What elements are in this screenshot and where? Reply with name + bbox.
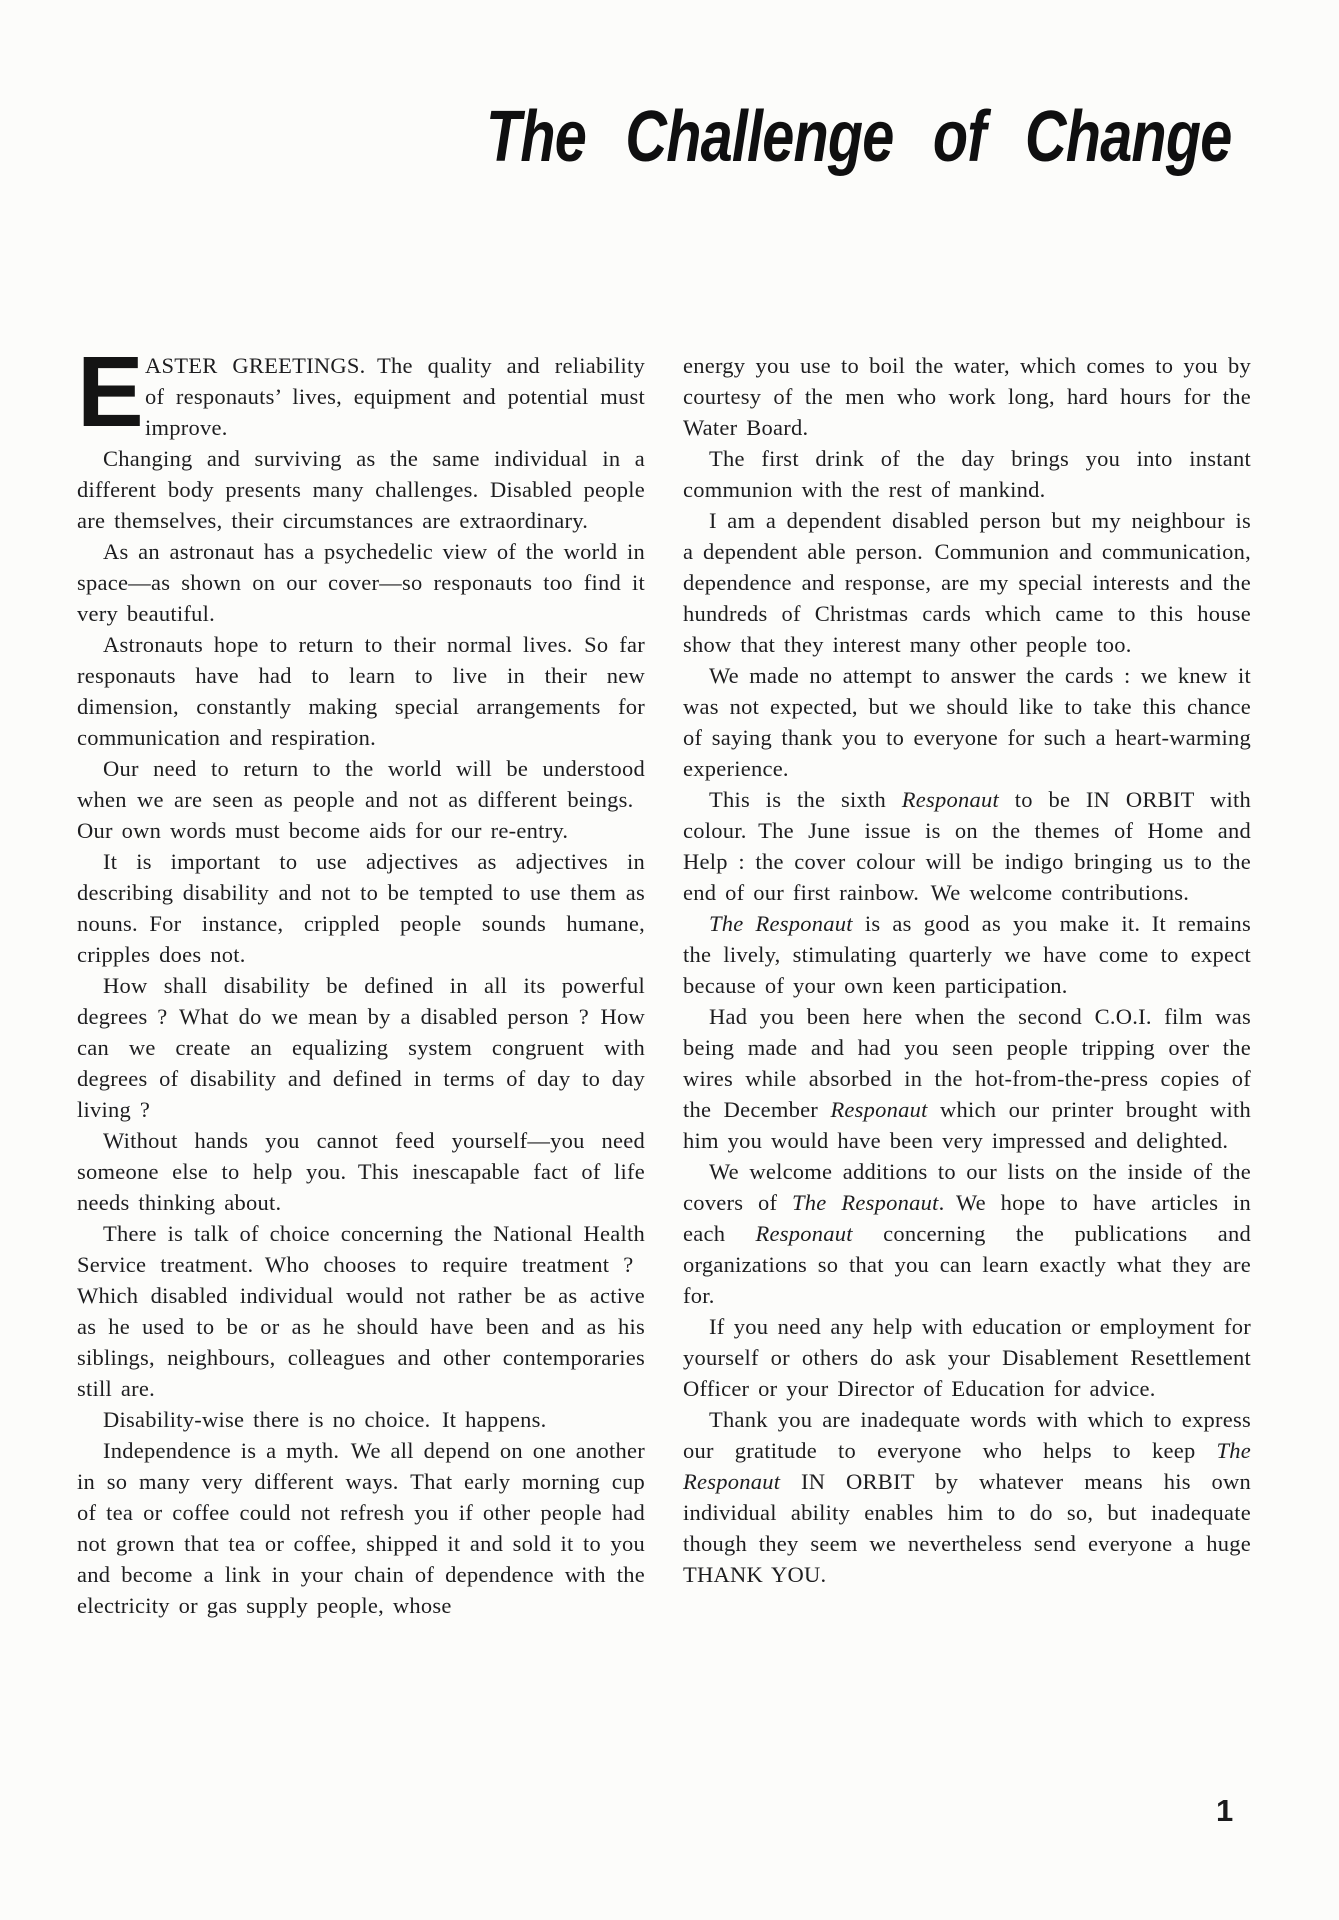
paragraph [683,1001,1251,1156]
text-segment: As an astronaut has a psychedelic view of the world in space—as shown on our cover—so responauts too find it very beautiful. [77,539,645,626]
drop-cap-letter: E [77,336,144,448]
paragraph [683,1311,1251,1404]
italic-text-segment: Responaut [755,1221,853,1246]
text-segment: This is the sixth [709,787,902,812]
text-segment: . We hope to have articles in each [683,1190,1251,1246]
paragraph [77,443,645,536]
text-segment: Without hands you cannot feed yourself—you need someone else to help you. This inescapable fact of life needs thinking about. [77,1128,645,1215]
paragraph [77,1435,645,1621]
text-segment: which our printer brought with him you would have been very impressed and delighted. [683,1097,1252,1153]
text-segment: Astronauts hope to return to their normal lives. So far responauts have had to learn to live in their new dimension, constantly making special arrangements for communication and respiration. [77,632,645,750]
text-segment: Had you been here when the second C.O.I. film was being made and had you seen people tripping over the wires while absorbed in the hot-from-the-press copies of the December [683,1004,1251,1122]
paragraph [683,505,1251,660]
text-segment: Disability-wise there is no choice. It happens. [103,1407,547,1432]
paragraph [77,970,645,1125]
paragraph [683,660,1251,784]
text-segment: ASTER GREETINGS. The quality and reliability of responauts’ lives, equipment and potential must improve. [145,353,645,440]
text-segment: We welcome additions to our lists on the inside of the covers of [683,1159,1251,1215]
text-segment: If you need any help with education or employment for yourself or others do ask your Disablement Resettlement Officer or your Director of Education for advice. [683,1314,1251,1401]
paragraph [77,336,645,448]
article-body [77,336,1252,1621]
italic-text-segment: The Responaut [683,1438,1251,1494]
text-segment: Changing and surviving as the same individual in a different body presents many challenges. Disabled people are themselves, their circumstances are extraordinary. [77,446,645,533]
paragraph [77,629,645,753]
text-segment: It is important to use adjectives as adjectives in describing disability and not to be tempted to use them as nouns. For instance, crippled people sounds humane, cripples does not. [77,849,645,967]
paragraph [77,1404,645,1435]
paragraph [683,350,1251,443]
text-segment: I am a dependent disabled person but my neighbour is a dependent able person. Communion and communication, dependence and response, are my special interests and the hundreds of Christmas cards which came to this house show that they interest many other people too. [683,508,1251,657]
paragraph [77,846,645,970]
article-title: The Challenge of Change [486,97,1232,177]
text-segment: to be IN ORBIT with colour. The June issue is on the themes of Home and Help : the cover colour will be indigo bringing us to the end of our first rainbow. We welcome contributions. [683,787,1251,905]
left-column [77,336,645,1621]
paragraph [683,1404,1251,1590]
right-column [683,350,1251,1621]
text-segment: How shall disability be defined in all its powerful degrees ? What do we mean by a disabled person ? How can we create an equalizing system congruent with degrees of disability and defined in terms of day to day living ? [77,973,645,1122]
text-segment: IN ORBIT by whatever means his own individual ability enables him to do so, but inadequate though they seem we nevertheless send everyone a huge THANK YOU. [683,1469,1251,1587]
paragraph [77,1218,645,1404]
italic-text-segment: Responaut [901,787,999,812]
paragraph [683,784,1251,908]
text-segment: The first drink of the day brings you into instant communion with the rest of mankind. [683,446,1251,502]
text-segment: Independence is a myth. We all depend on one another in so many very different ways. That early morning cup of tea or coffee could not refresh you if other people had not grown that tea or coffee, shipped it and sold it to you and become a link in your chain of dependence with the electricity or gas supply people, whose [77,1438,645,1618]
italic-text-segment: Responaut [830,1097,928,1122]
page-number: 1 [1216,1793,1234,1828]
text-segment: There is talk of choice concerning the National Health Service treatment. Who chooses to require treatment ? Which disabled individual would not rather be as active as he used to be or as he should have been and as his siblings, neighbours, colleagues and other contemporaries still are. [77,1221,645,1401]
paragraph [683,1156,1251,1311]
text-segment: We made no attempt to answer the cards : we knew it was not expected, but we should like to take this chance of saying thank you to everyone for such a heart-warming experience. [683,663,1251,781]
text-segment: energy you use to boil the water, which comes to you by courtesy of the men who work long, hard hours for the Water Board. [683,353,1251,440]
paragraph [77,753,645,846]
paragraph [683,908,1251,1001]
italic-text-segment: The Responaut [792,1190,939,1215]
text-segment: is as good as you make it. It remains the lively, stimulating quarterly we have come to expect because of your own keen participation. [683,911,1251,998]
paragraph [683,443,1251,505]
text-segment: Our need to return to the world will be understood when we are seen as people and not as different beings. Our own words must become aids for our re-entry. [77,756,645,843]
paragraph [77,536,645,629]
text-segment: concerning the publications and organizations so that you can learn exactly what they are for. [683,1221,1251,1308]
text-segment: Thank you are inadequate words with which to express our gratitude to everyone who helps to keep [683,1407,1251,1463]
paragraph [77,1125,645,1218]
italic-text-segment: The Responaut [709,911,853,936]
